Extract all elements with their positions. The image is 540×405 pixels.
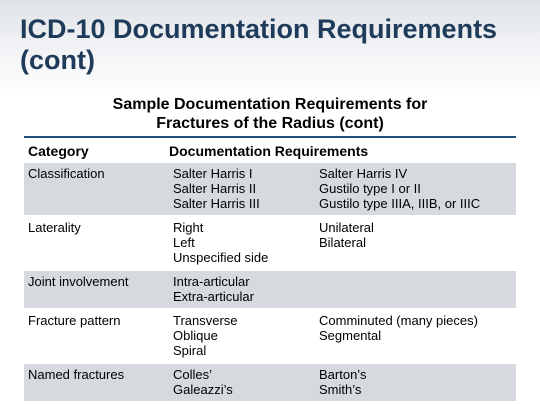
requirement-item: Comminuted (many pieces)	[319, 313, 478, 328]
slide-title-line: (cont)	[20, 45, 95, 75]
requirement-item: Unilateral	[319, 220, 374, 235]
requirement-item: Salter Harris III	[173, 196, 260, 211]
requirement-item: Right	[173, 220, 204, 235]
requirement-cell	[169, 363, 315, 401]
requirement-cell	[315, 163, 516, 216]
requirement-item: Intra-articular	[173, 274, 250, 289]
slide-title	[20, 14, 520, 76]
requirement-cell	[169, 270, 315, 309]
requirement-cell	[169, 163, 315, 216]
slide-title-line: ICD-10 Documentation Requirements	[20, 14, 498, 44]
requirement-item: Gustilo type IIIA, IIIB, or IIIC	[319, 196, 481, 211]
requirement-item: Salter Harris IV	[319, 166, 408, 181]
requirement-item: Transverse	[173, 313, 238, 328]
table-title-line: Sample Documentation Requirements for	[112, 96, 428, 113]
category-text: Laterality	[28, 220, 81, 235]
header-category: Category	[28, 143, 89, 159]
requirement-item: Galeazzi’s	[173, 382, 233, 397]
requirement-cell	[315, 216, 516, 270]
table-row	[24, 163, 516, 216]
category-text: Fracture pattern	[28, 313, 121, 328]
header-documentation-requirements: Documentation Requirements	[169, 143, 369, 159]
requirement-item: Smith’s	[319, 382, 362, 397]
table-row	[24, 270, 516, 309]
requirement-item: Salter Harris II	[173, 181, 257, 196]
table-top-rule	[24, 136, 516, 138]
requirement-item: Salter Harris I	[173, 166, 253, 181]
requirement-item: Segmental	[319, 328, 382, 343]
requirement-cell	[315, 270, 516, 309]
table-row	[24, 309, 516, 363]
requirement-cell	[315, 309, 516, 363]
requirement-item: Oblique	[173, 328, 218, 343]
table-header	[24, 140, 516, 162]
requirement-cell	[315, 363, 516, 401]
category-text: Named fractures	[28, 367, 125, 382]
table-row	[24, 363, 516, 401]
requirements-table	[24, 163, 516, 401]
category-cell	[24, 309, 169, 363]
requirement-item: Gustilo type I or II	[319, 181, 421, 196]
requirement-item: Left	[173, 235, 195, 250]
requirement-item: Bilateral	[319, 235, 366, 250]
category-cell	[24, 163, 169, 216]
requirement-item: Extra-articular	[173, 289, 254, 304]
requirement-cell	[169, 216, 315, 270]
category-cell	[24, 216, 169, 270]
table-title	[20, 95, 520, 133]
category-text: Joint involvement	[28, 274, 129, 289]
table-title-line: Fractures of the Radius (cont)	[156, 115, 384, 132]
table-row	[24, 216, 516, 270]
requirement-cell	[169, 309, 315, 363]
category-cell	[24, 363, 169, 401]
category-cell	[24, 270, 169, 309]
requirement-item: Spiral	[173, 343, 207, 358]
category-text: Classification	[28, 166, 105, 181]
requirement-item: Unspecified side	[173, 250, 269, 265]
requirement-item: Barton’s	[319, 367, 367, 382]
requirement-item: Colles’	[173, 367, 213, 382]
